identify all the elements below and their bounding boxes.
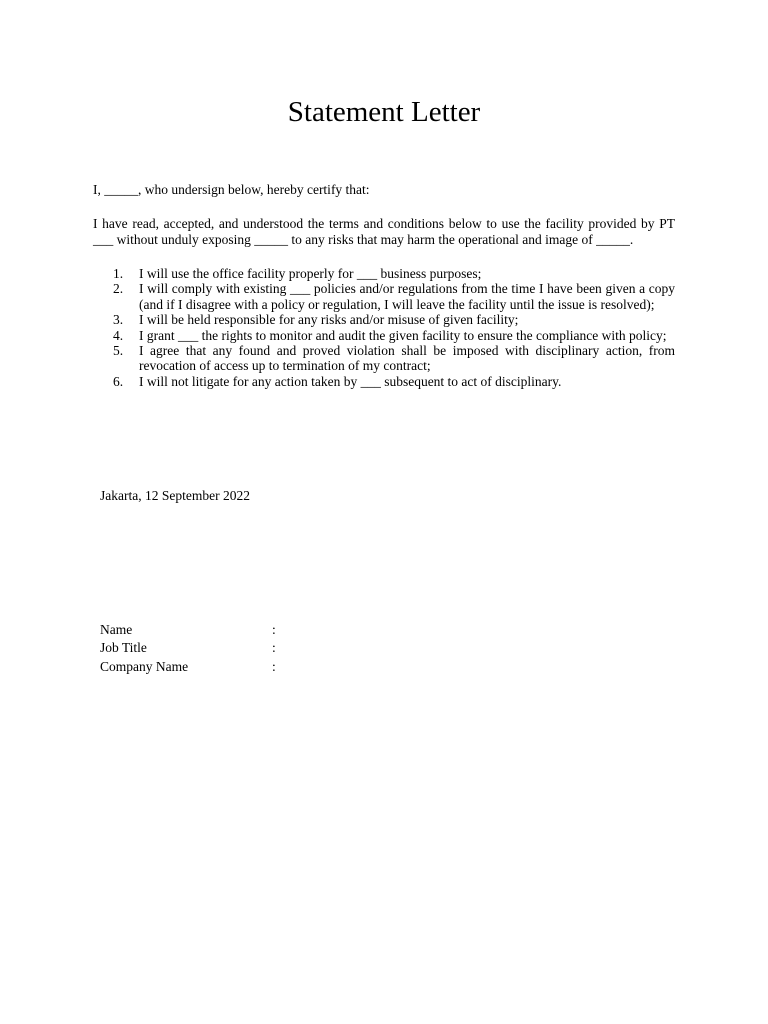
list-item-number: 2. [113, 281, 124, 297]
signature-block [100, 621, 300, 676]
list-item-text: I will be held responsible for any risks and/or misuse of given facility; [139, 312, 519, 328]
agreement-paragraph: I have read, accepted, and understood the terms and conditions below to use the facility provided by PT ___ without unduly exposing _____ to any risks that may harm the operational and image of _____. [93, 216, 675, 247]
list-item [93, 266, 675, 281]
signature-field-company-name [100, 658, 300, 676]
list-item-number: 6. [113, 373, 124, 389]
field-colon: : [272, 658, 276, 674]
field-colon: : [272, 622, 276, 637]
signature-field-name [100, 621, 300, 639]
list-item-text: I will comply with existing ___ policies and/or regulations from the time I have been given a copy (and if I disagree with a policy or regulation, I will leave the facility until the issue is resolved); [139, 281, 675, 312]
list-item-text: I agree that any found and proved violation shall be imposed with disciplinary action, from revocation of access up to termination of my contract; [139, 343, 675, 374]
field-label: Name [100, 622, 133, 637]
terms-list [93, 266, 675, 389]
list-item-text: I will not litigate for any action taken by ___ subsequent to act of disciplinary. [139, 373, 562, 389]
place-date: Jakarta, 12 September 2022 [100, 488, 250, 503]
list-item [93, 374, 675, 389]
list-item-number: 4. [113, 327, 124, 343]
list-item-number: 3. [113, 312, 124, 328]
page-title: Statement Letter [287, 96, 481, 128]
signature-field-job-title [100, 639, 300, 657]
list-item [93, 328, 675, 343]
list-item-number: 1. [113, 266, 124, 281]
field-label: Company Name [100, 658, 189, 674]
list-item-number: 5. [113, 343, 124, 359]
list-item-text: I will use the office facility properly for ___ business purposes; [139, 266, 482, 281]
list-item [93, 312, 675, 327]
field-colon: : [272, 640, 276, 656]
intro-statement: I, _____, who undersign below, hereby certify that: [93, 182, 370, 197]
list-item-text: I grant ___ the rights to monitor and audit the given facility to ensure the compliance with policy; [139, 327, 667, 343]
list-item [93, 281, 675, 312]
list-item [93, 343, 675, 374]
field-label: Job Title [100, 640, 147, 656]
